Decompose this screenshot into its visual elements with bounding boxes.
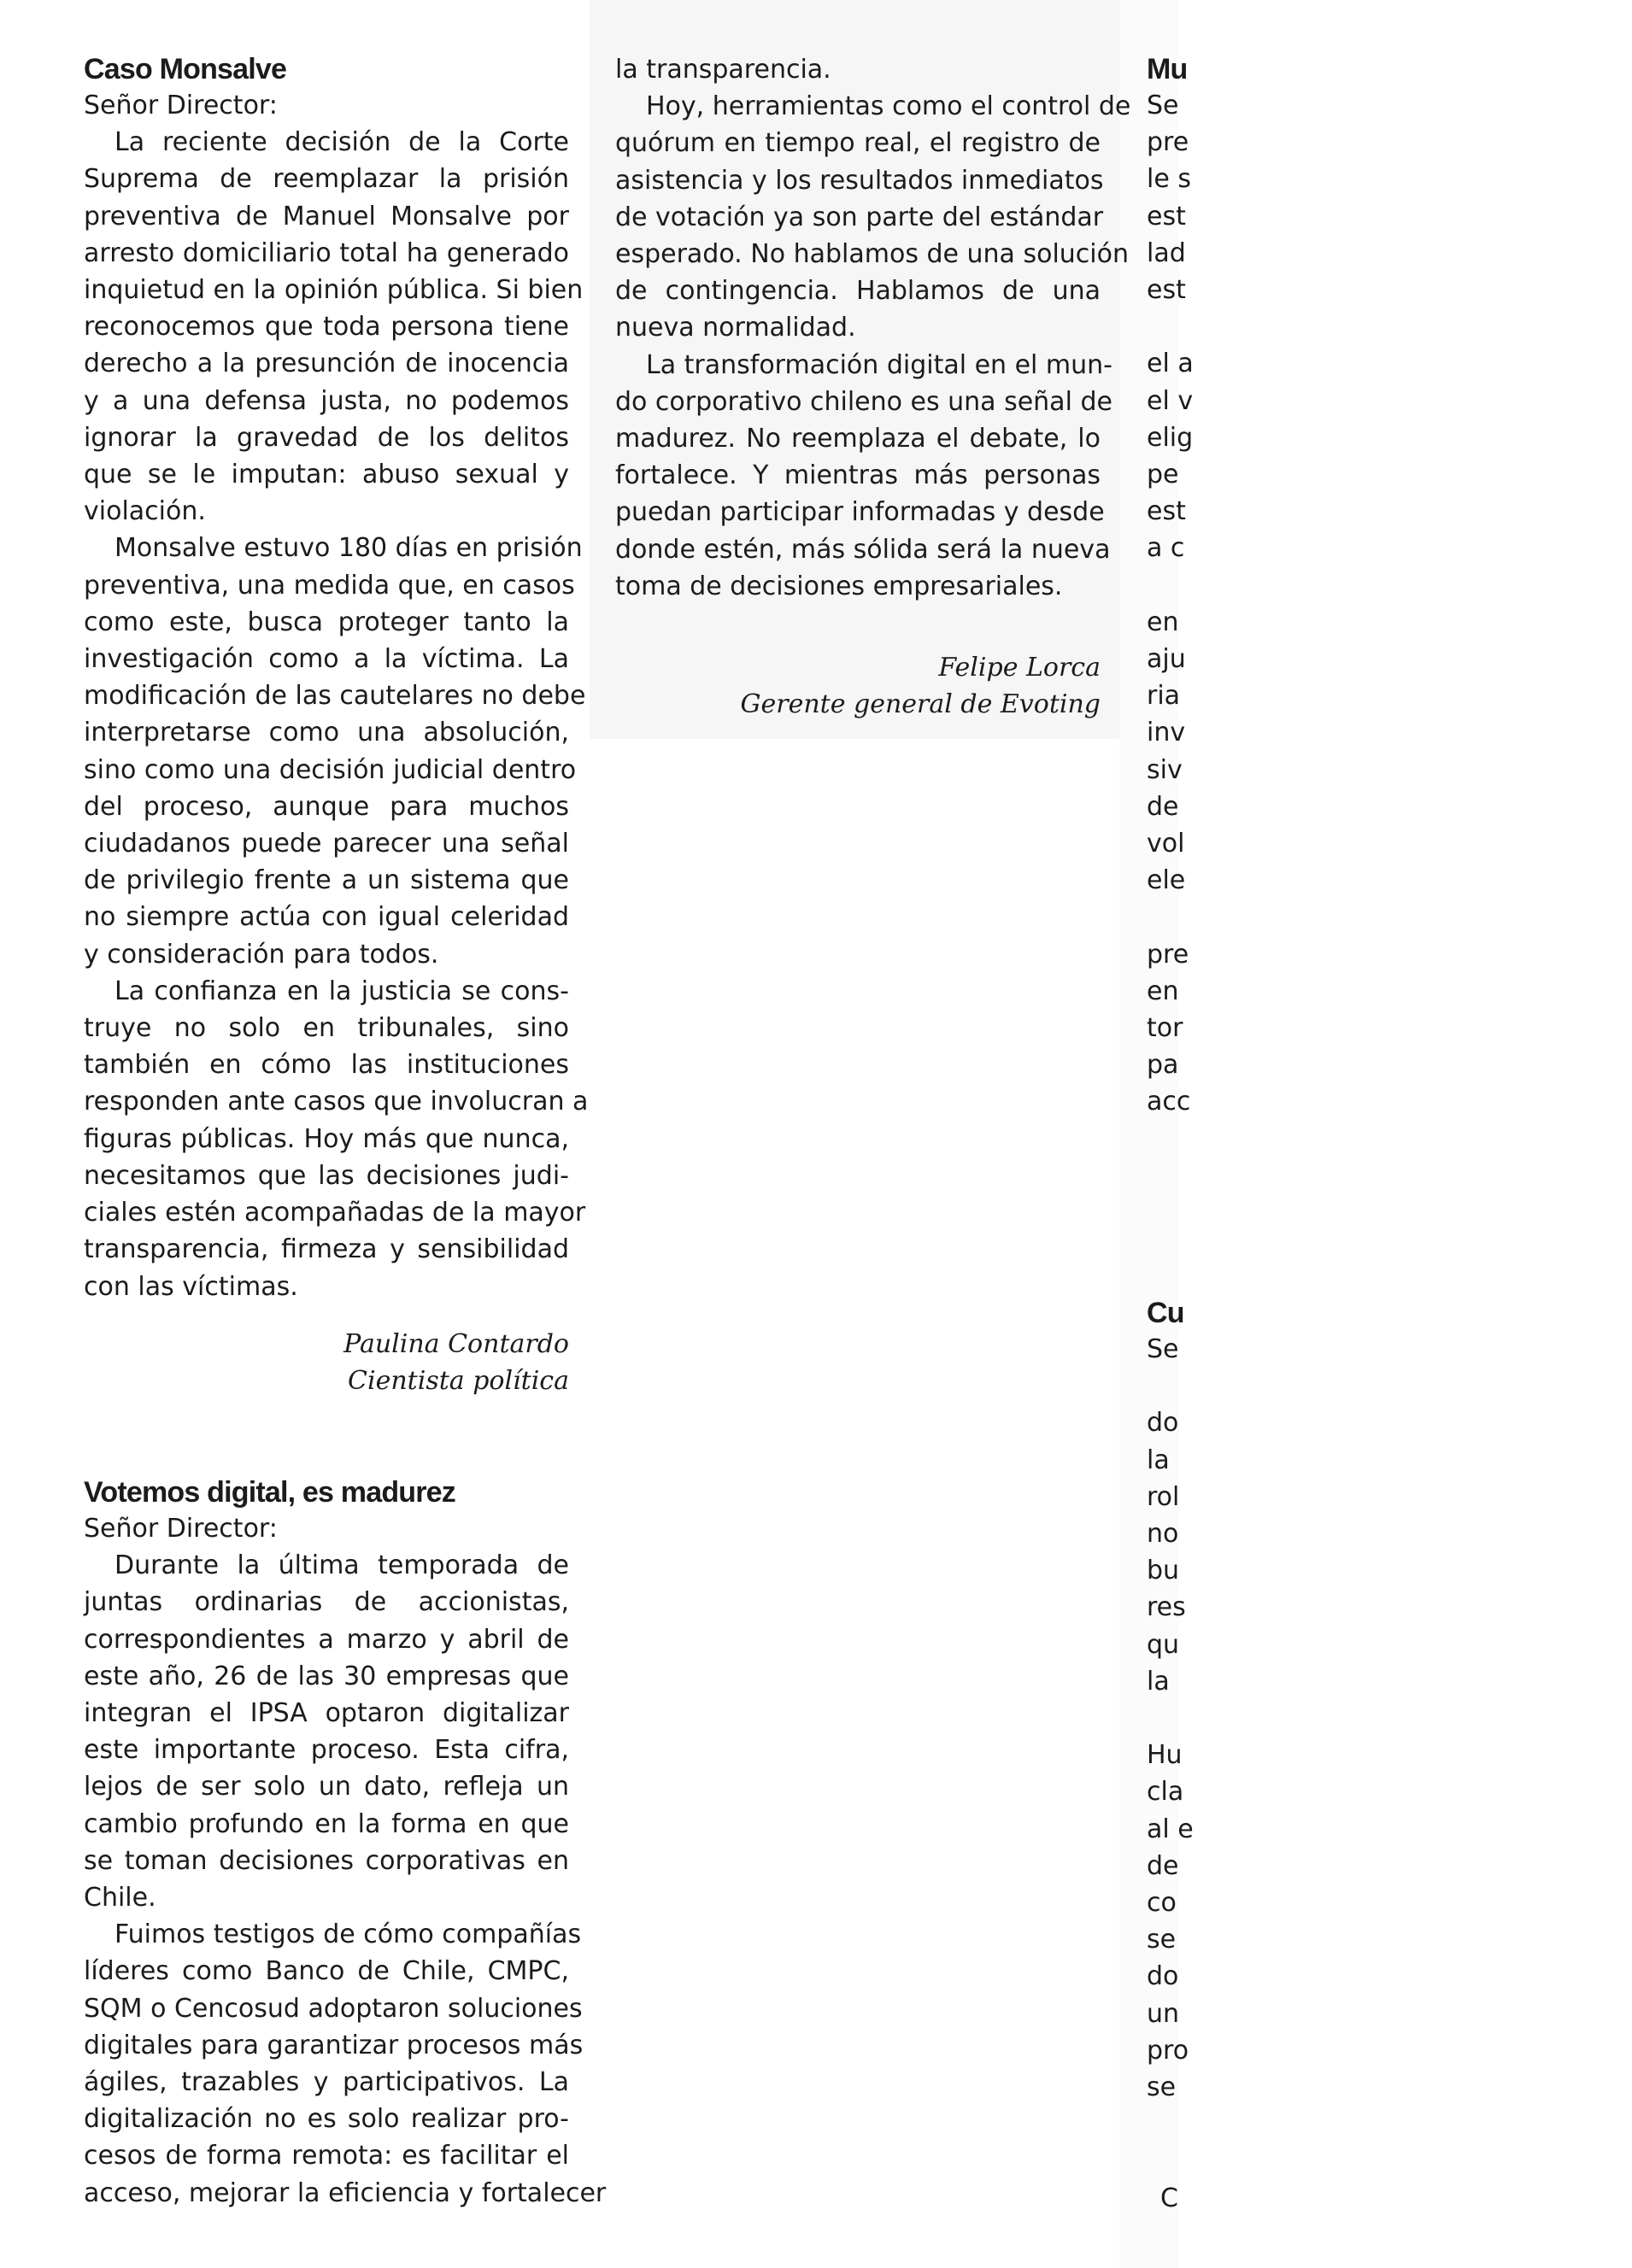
body-line: ria (1147, 681, 1181, 712)
body-line: este año, 26 de las 30 empresas que (84, 1661, 569, 1691)
body-line: le s (1147, 164, 1191, 195)
body-line: responden ante casos que involucran a (84, 1087, 589, 1117)
body-line: del proceso, aunque para muchos (84, 791, 569, 822)
body-line: correspondientes a marzo y abril de (84, 1624, 569, 1655)
body-line: de privilegio frente a un sistema que (84, 865, 569, 896)
signature-name: Felipe Lorca (938, 653, 1101, 683)
body-line: preventiva de Manuel Monsalve por (84, 201, 569, 231)
letter-title: Cu (1147, 1297, 1184, 1329)
body-line (1147, 1368, 1632, 1404)
body-line: ignorar la gravedad de los delitos (84, 422, 569, 453)
body-line: juntas ordinarias de accionistas, (84, 1587, 569, 1618)
letter-signature (615, 649, 1101, 723)
body-line: nueva normalidad. (615, 313, 856, 343)
body-line: do corporativo chileno es una señal de (615, 386, 1112, 417)
body-line: que se le imputan: abuso sexual y (84, 460, 569, 490)
body-line: siv (1147, 754, 1183, 785)
letter-signature (84, 1326, 569, 1399)
body-line: La transformación digital en el mun- (646, 349, 1113, 380)
body-line: un (1147, 1998, 1180, 2029)
body-line: se (1147, 1925, 1177, 1955)
body-line: modificación de las cautelares no debe (84, 681, 586, 712)
body-line: vol (1147, 829, 1185, 859)
signature-role: Gerente general de Evoting (740, 689, 1101, 720)
letter-salutation: Señor Director: (84, 1514, 278, 1544)
body-line: pro (1147, 2035, 1189, 2066)
body-line: Hu (1147, 1740, 1183, 1771)
body-line: al e (1147, 1814, 1194, 1844)
body-line: también en cómo las instituciones (84, 1050, 569, 1081)
body-line: SQM o Cencosud adoptaron soluciones (84, 1993, 583, 2024)
letter-cut-off-bottom (1147, 1295, 1632, 2217)
letter-body (84, 124, 589, 1305)
body-line: aju (1147, 644, 1186, 675)
body-line: integran el IPSA optaron digitalizar (84, 1698, 569, 1729)
body-line: ele (1147, 865, 1186, 896)
body-line (1147, 2106, 1632, 2142)
body-line: este importante proceso. Esta cifra, (84, 1735, 569, 1766)
body-line: no (1147, 1519, 1179, 1550)
body-line: tor (1147, 1013, 1183, 1044)
body-line: inv (1147, 718, 1186, 748)
body-line: y a una defensa justa, no podemos (84, 385, 569, 416)
body-line: Fuimos testigos de cómo compañías (114, 1919, 582, 1950)
body-line: do (1147, 1408, 1179, 1439)
signature-name: Paulina Contardo (343, 1328, 569, 1359)
body-line: la (1147, 1666, 1170, 1697)
body-line (1147, 2142, 1632, 2179)
body-line: Durante la última temporada de (114, 1550, 569, 1581)
body-line: preventiva, una medida que, en casos (84, 570, 575, 601)
body-line: bu (1147, 1556, 1180, 1586)
body-line: de (1147, 1850, 1179, 1881)
body-line: donde estén, más sólida será la nueva (615, 534, 1111, 565)
body-line: arresto domiciliario total ha generado (84, 237, 569, 268)
letter-body (615, 51, 1131, 605)
body-line: C (1160, 2183, 1178, 2213)
body-line: el a (1147, 349, 1194, 379)
body-line: de contingencia. Hablamos de una (615, 276, 1101, 307)
letter-salutation: Señor Director: (84, 91, 278, 120)
body-line: elig (1147, 422, 1194, 453)
body-line: reconocemos que toda persona tiene (84, 312, 569, 343)
letter-cut-off-top (1147, 51, 1632, 1121)
body-line: toma de decisiones empresariales. (615, 571, 1063, 601)
letter-caso-monsalve (84, 51, 589, 1399)
letter-title: Votemos digital, es madurez (84, 1476, 455, 1509)
body-line: ciales estén acompañadas de la mayor (84, 1198, 586, 1228)
body-line: cambio profundo en la forma en que (84, 1808, 569, 1839)
body-line: como este, busca proteger tanto la (84, 607, 569, 637)
body-line (1147, 308, 1632, 345)
body-line: de (1147, 791, 1179, 822)
body-line: transparencia, firmeza y sensibilidad (84, 1234, 569, 1265)
letter-votemos-digital (84, 1474, 607, 2212)
body-line: no siempre actúa con igual celeridad (84, 902, 569, 933)
signature-role: Cientista política (348, 1365, 569, 1396)
body-line: en (1147, 607, 1179, 637)
body-line: Monsalve estuvo 180 días en prisión (114, 533, 583, 564)
body-line: sino como una decisión judicial dentro (84, 754, 577, 785)
body-line: rol (1147, 1481, 1180, 1512)
body-line: acc (1147, 1087, 1191, 1117)
body-line: pe (1147, 460, 1179, 490)
body-line: a c (1147, 533, 1185, 564)
body-line: est (1147, 201, 1186, 231)
body-line: asistencia y los resultados inmediatos (615, 165, 1104, 196)
body-line: y consideración para todos. (84, 939, 439, 970)
body-line: est (1147, 275, 1186, 306)
body-line: fortalece. Y mientras más personas (615, 460, 1101, 491)
body-line: do (1147, 1961, 1179, 1992)
body-line: co (1147, 1888, 1177, 1919)
body-line: La reciente decisión de la Corte (114, 127, 569, 158)
body-line: con las víctimas. (84, 1271, 298, 1302)
body-line: esperado. No hablamos de una solución (615, 239, 1129, 270)
body-line: la (1147, 1445, 1170, 1475)
body-line: lejos de ser solo un dato, refleja un (84, 1772, 569, 1802)
body-line: pre (1147, 939, 1189, 970)
body-line (1147, 1700, 1632, 1737)
body-line: digitalización no es solo realizar pro- (84, 2104, 569, 2135)
body-line: lad (1147, 237, 1186, 268)
body-line: cesos de forma remota: es facilitar el (84, 2141, 569, 2171)
body-line: digitales para garantizar procesos más (84, 2030, 584, 2060)
body-line: quórum en tiempo real, el registro de (615, 128, 1101, 159)
body-line: acceso, mejorar la eficiencia y fortalecer (84, 2177, 607, 2208)
body-line: res (1147, 1592, 1186, 1623)
body-line: violación. (84, 496, 206, 527)
body-line (1147, 567, 1632, 604)
body-line: ciudadanos puede parecer una señal (84, 829, 569, 859)
body-line: la transparencia. (615, 55, 831, 85)
letter-body (84, 1547, 607, 2212)
body-line: truye no solo en tribunales, sino (84, 1013, 569, 1044)
letter-title: Caso Monsalve (84, 53, 287, 85)
body-line: de votación ya son parte del estándar (615, 202, 1104, 232)
body-line: en (1147, 976, 1179, 1006)
body-line: puedan participar informadas y desde (615, 497, 1105, 528)
body-line: figuras públicas. Hoy más que nunca, (84, 1123, 569, 1154)
body-line: pa (1147, 1050, 1179, 1081)
body-line: investigación como a la víctima. La (84, 644, 569, 675)
letter-title: Mu (1147, 53, 1188, 85)
body-line: cla (1147, 1777, 1184, 1808)
body-line: se (1147, 2072, 1177, 2103)
body-line: qu (1147, 1629, 1180, 1660)
body-line: inquietud en la opinión pública. Si bien (84, 275, 584, 306)
letter-salutation: Se (1147, 91, 1179, 120)
body-line: líderes como Banco de Chile, CMPC, (84, 1956, 569, 1987)
body-line: derecho a la presunción de inocencia (84, 349, 569, 379)
body-line (1147, 899, 1632, 935)
body-line: Chile. (84, 1883, 156, 1913)
body-line: el v (1147, 385, 1194, 416)
letter-salutation: Se (1147, 1334, 1179, 1364)
body-line: pre (1147, 127, 1189, 158)
body-line: se toman decisiones corporativas en (84, 1845, 569, 1876)
body-line: necesitamos que las decisiones judi- (84, 1160, 569, 1191)
letter-votemos-digital-continued (615, 51, 1131, 723)
body-line: madurez. No reemplaza el debate, lo (615, 424, 1101, 454)
body-line: est (1147, 496, 1186, 527)
body-line: La confianza en la justicia se cons- (114, 976, 569, 1006)
body-line: Suprema de reemplazar la prisión (84, 164, 569, 195)
body-line: interpretarse como una absolución, (84, 718, 569, 748)
body-line: Hoy, herramientas como el control de (646, 91, 1131, 122)
body-line: ágiles, trazables y participativos. La (84, 2067, 569, 2098)
